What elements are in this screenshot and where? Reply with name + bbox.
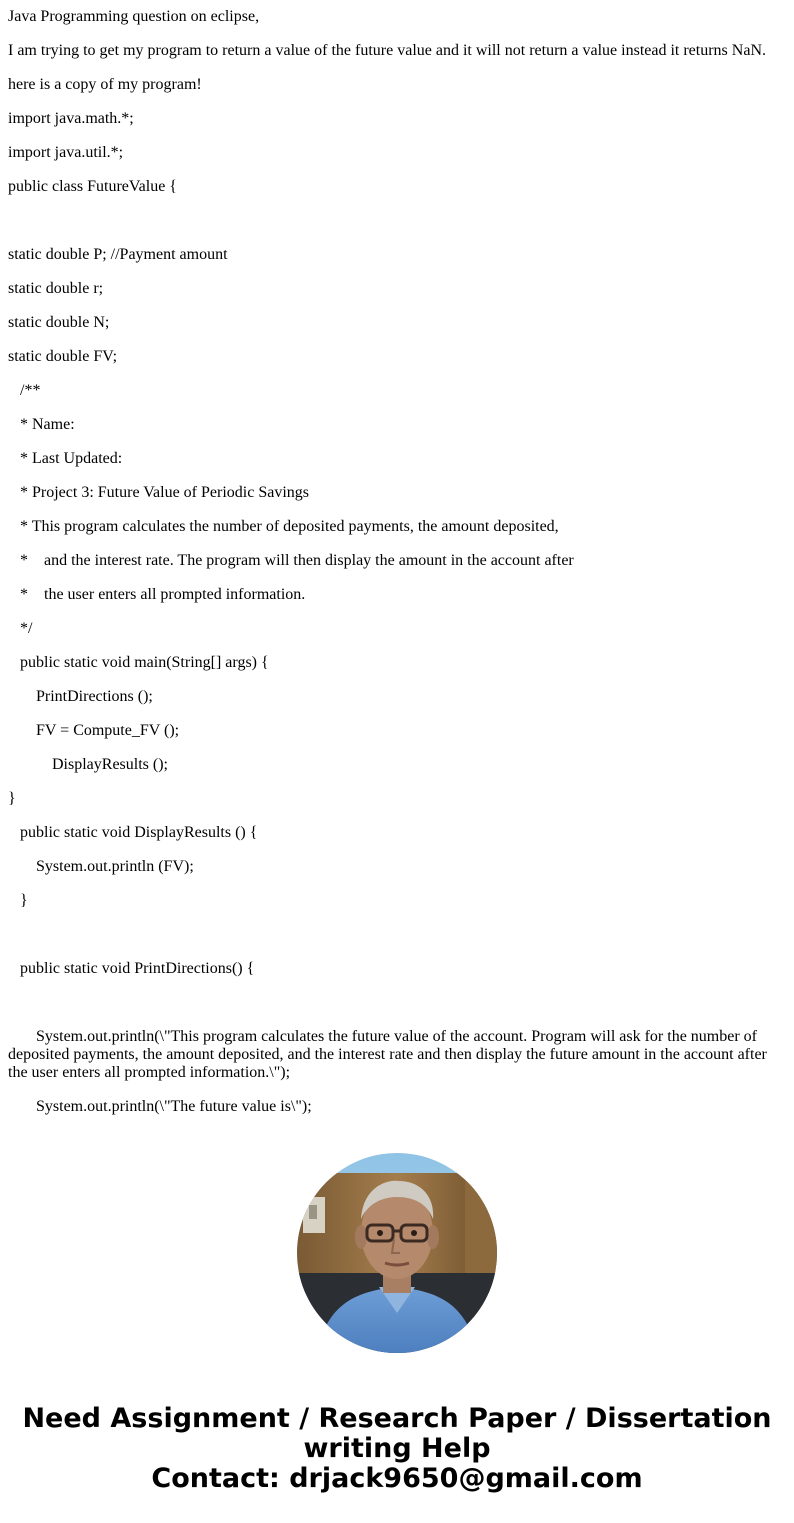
code-line: static double FV; (8, 348, 118, 365)
question-description: I am trying to get my program to return a value of the future value and it will not return a value instead it returns NaN. (8, 42, 766, 59)
question-title: Java Programming question on eclipse, (8, 8, 260, 25)
code-line: System.out.println(\"This program calculates the future value of the account. Program will ask for the number of deposited payments, the amount deposited, and the interest rate and then display the future amount in the account after the user enters all prompted information.\"); (8, 1028, 771, 1081)
author-photo-graphic (297, 1153, 497, 1353)
author-photo-icon (297, 1153, 497, 1353)
code-line: static double r; (8, 280, 104, 297)
code-line: * This program calculates the number of deposited payments, the amount deposited, (8, 518, 559, 535)
code-line: /** (8, 382, 41, 399)
code-line: PrintDirections (); (8, 688, 153, 705)
code-line: DisplayResults (); (8, 756, 168, 773)
code-line: public static void main(String[] args) { (8, 654, 269, 671)
code-line: static double N; (8, 314, 110, 331)
code-line: FV = Compute_FV (); (8, 722, 180, 739)
code-line: System.out.println(\"The future value is\"); (8, 1098, 312, 1115)
code-line: * and the interest rate. The program will then display the amount in the account after (8, 552, 574, 569)
code-line: } (8, 892, 28, 909)
code-line: public class FutureValue { (8, 178, 177, 195)
code-line: * Last Updated: (8, 450, 123, 467)
code-line-blank (8, 994, 786, 1012)
code-line: */ (8, 620, 33, 637)
footer-line-2: writing Help (303, 1433, 491, 1464)
code-line: * the user enters all prompted information. (8, 586, 306, 603)
code-line-blank (8, 212, 786, 230)
code-line: * Name: (8, 416, 75, 433)
footer-contact: Contact: drjack9650@gmail.com (151, 1463, 643, 1494)
code-line: public static void PrintDirections() { (8, 960, 255, 977)
code-line: System.out.println (FV); (8, 858, 194, 875)
code-line: } (8, 790, 16, 807)
footer-banner (0, 1404, 794, 1494)
code-line-blank (8, 926, 786, 944)
code-line: static double P; //Payment amount (8, 246, 228, 263)
code-line: * Project 3: Future Value of Periodic Savings (8, 484, 309, 501)
question-intro: here is a copy of my program! (8, 76, 202, 93)
footer-line-1: Need Assignment / Research Paper / Dissertation (22, 1403, 772, 1434)
code-line: public static void DisplayResults () { (8, 824, 258, 841)
code-line: import java.math.*; (8, 110, 134, 127)
code-line: import java.util.*; (8, 144, 124, 161)
